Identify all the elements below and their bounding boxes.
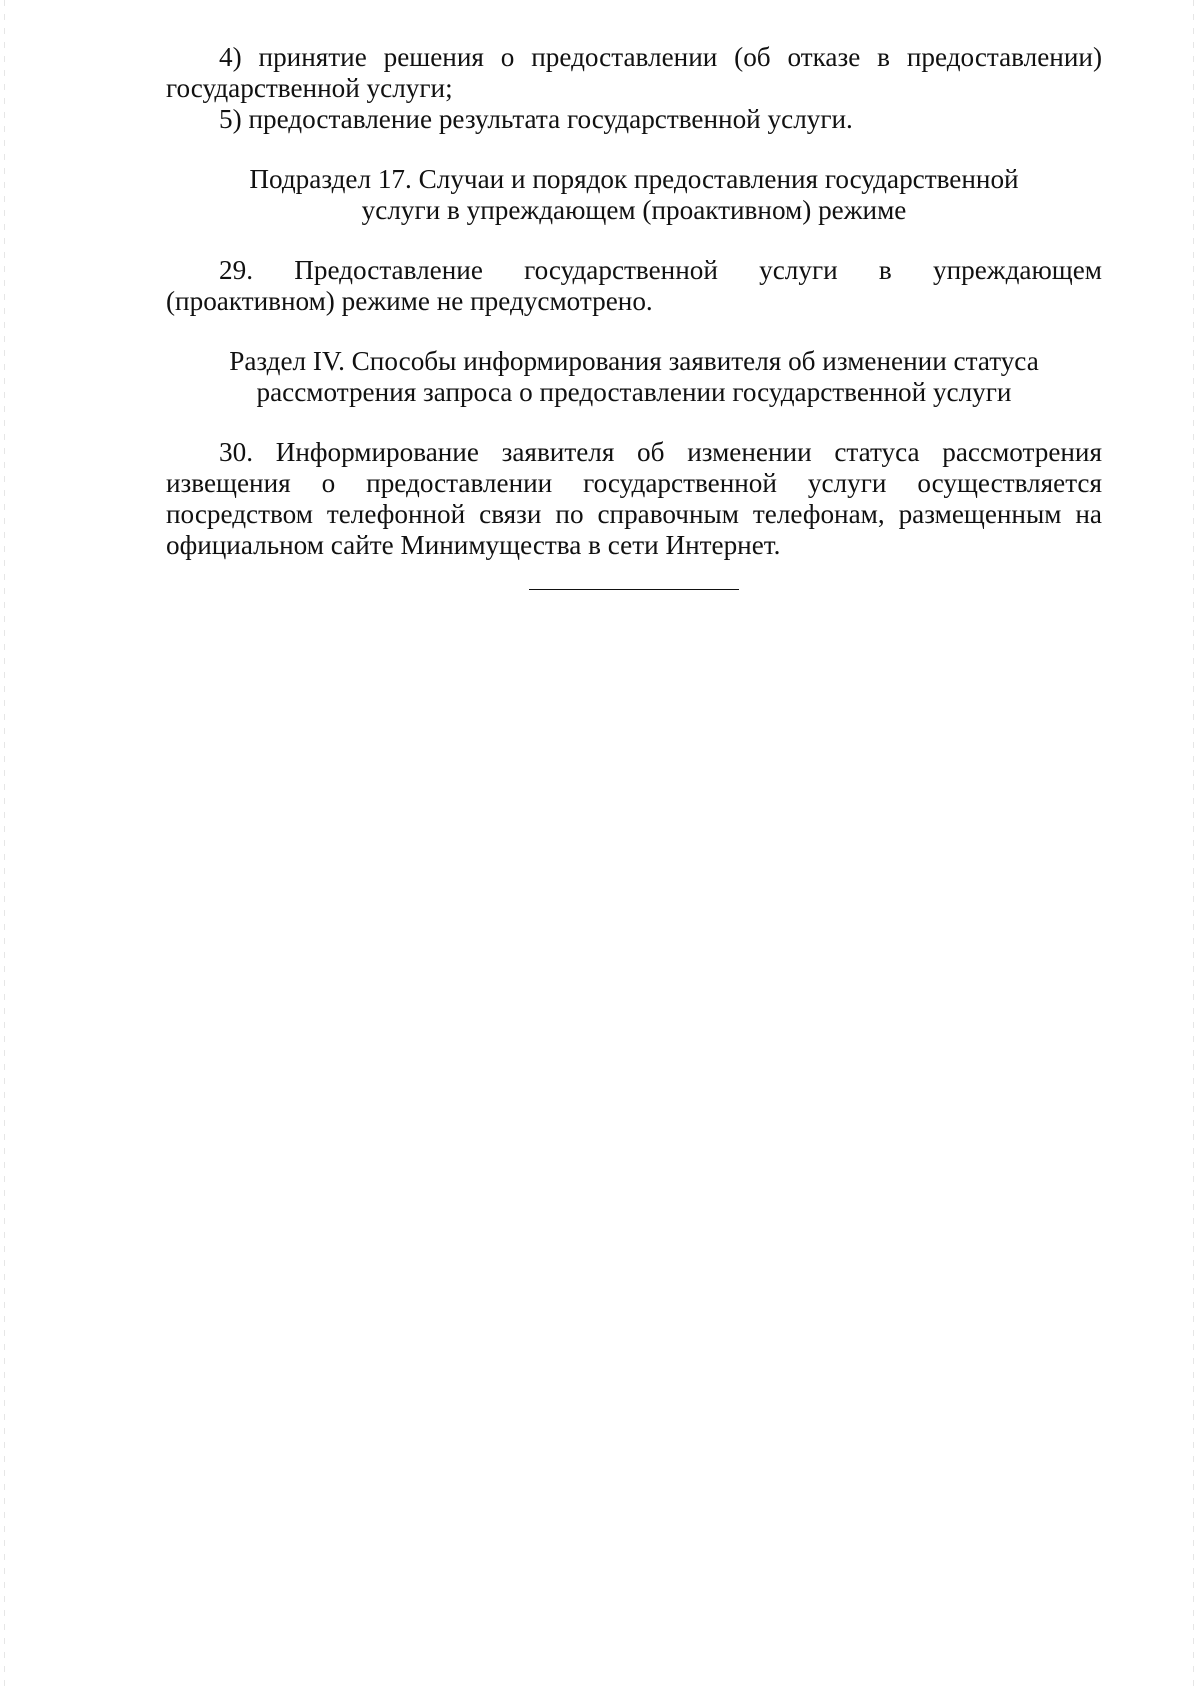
list-item-5 xyxy=(166,104,1102,135)
paragraph-29: 29. Предоставление государственной услуги в упреждающем (проактивном) режиме не предусмотрено. xyxy=(166,255,1102,316)
end-of-text-rule xyxy=(529,589,739,590)
list-item-4-line1: 4) принятие решения о предоставлении (об отказе в предоставлении) xyxy=(219,42,1102,72)
section-4-title-line2: рассмотрения запроса о предоставлении государственной услуги xyxy=(256,377,1012,407)
spacer xyxy=(166,226,1102,255)
list-item-5-text: 5) предоставление результата государственной услуги. xyxy=(219,104,853,134)
list-item-4 xyxy=(166,42,1102,73)
document-body xyxy=(166,42,1102,590)
list-item-4-line2: государственной услуги; xyxy=(166,73,453,103)
spacer xyxy=(166,408,1102,437)
subsection-17-title xyxy=(166,164,1102,226)
subsection-17-title-line2: услуги в упреждающем (проактивном) режиме xyxy=(361,195,907,225)
section-4-title-line1: Раздел IV. Способы информирования заявителя об изменении статуса xyxy=(229,346,1039,376)
section-4-title xyxy=(166,346,1102,408)
scan-edge-left xyxy=(4,0,5,1686)
list-item-4-continuation xyxy=(166,73,1102,104)
scan-edge-right xyxy=(1193,0,1194,1686)
paragraph-30: 30. Информирование заявителя об изменении статуса рассмотрения извещения о предоставлении государственной услуги осуществляется посредством телефонной связи по справочным телефонам, размещенным на официальном сайте Минимущества в сети Интернет. xyxy=(166,437,1102,560)
subsection-17-title-line1: Подраздел 17. Случаи и порядок предоставления государственной xyxy=(249,164,1019,194)
spacer xyxy=(166,135,1102,164)
spacer xyxy=(166,317,1102,346)
